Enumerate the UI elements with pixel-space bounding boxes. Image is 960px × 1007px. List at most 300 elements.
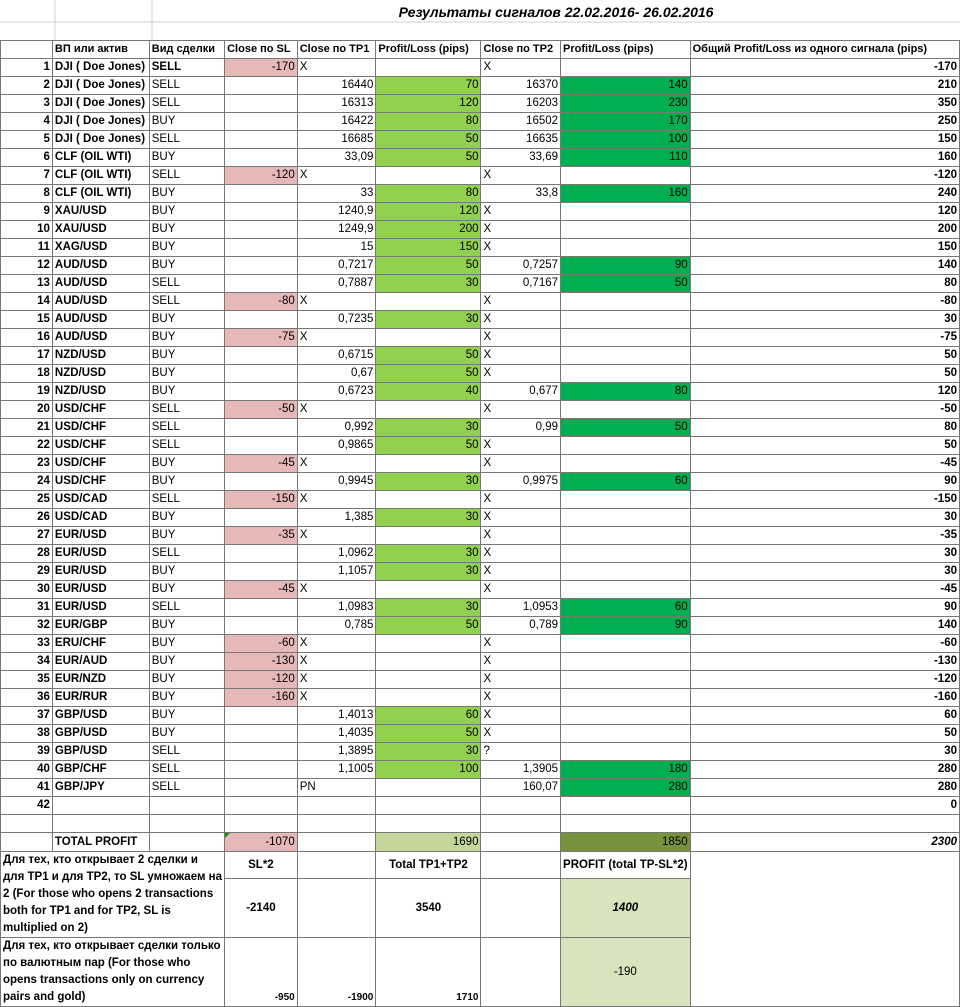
close-tp2-cell: X: [481, 59, 561, 77]
row-number: 31: [1, 599, 53, 617]
pl2-cell: 160: [561, 185, 691, 203]
empty-cell: [481, 938, 561, 1007]
close-tp2-cell: X: [481, 563, 561, 581]
close-tp2-cell: X: [481, 653, 561, 671]
total-cell: -35: [690, 527, 959, 545]
total-cell: -120: [690, 671, 959, 689]
deal-type-cell: BUY: [149, 329, 224, 347]
total-cell: 200: [690, 221, 959, 239]
results-table: [0, 40, 960, 1007]
asset-cell: GBP/JPY: [52, 779, 149, 797]
table-row: [1, 761, 960, 779]
close-tp1-cell: 33,09: [297, 149, 376, 167]
asset-cell: USD/CAD: [52, 509, 149, 527]
pl1-cell: 150: [376, 239, 481, 257]
table-row: [1, 491, 960, 509]
close-tp1-cell: 1,4013: [297, 707, 376, 725]
deal-type-cell: BUY: [149, 311, 224, 329]
close-tp2-cell: 1,3905: [481, 761, 561, 779]
pl1-cell: [376, 527, 481, 545]
pl2-cell: [561, 203, 691, 221]
table-row: [1, 149, 960, 167]
close-tp1-cell: [297, 797, 376, 815]
pl1-cell: [376, 671, 481, 689]
deal-type-cell: BUY: [149, 653, 224, 671]
asset-cell: EUR/USD: [52, 581, 149, 599]
total-cell: 280: [690, 779, 959, 797]
close-tp2-cell: 1,0953: [481, 599, 561, 617]
table-row: [1, 203, 960, 221]
table-row: [1, 671, 960, 689]
pl1-cell: 80: [376, 113, 481, 131]
total-cell: 50: [690, 347, 959, 365]
table-row: [1, 563, 960, 581]
row-number: 34: [1, 653, 53, 671]
pl1-cell: 120: [376, 95, 481, 113]
close-sl-cell: [225, 617, 298, 635]
close-sl-cell: [225, 797, 298, 815]
close-sl-cell: [225, 725, 298, 743]
asset-cell: XAG/USD: [52, 239, 149, 257]
empty-cell: [297, 879, 376, 938]
total-cell: 90: [690, 599, 959, 617]
asset-cell: GBP/CHF: [52, 761, 149, 779]
summary-row-1: [1, 852, 960, 879]
row-number: 37: [1, 707, 53, 725]
deal-type-cell: BUY: [149, 617, 224, 635]
close-tp2-cell: X: [481, 491, 561, 509]
close-tp2-cell: X: [481, 455, 561, 473]
close-tp2-cell: X: [481, 347, 561, 365]
deal-type-cell: BUY: [149, 455, 224, 473]
close-sl-cell: -60: [225, 635, 298, 653]
empty-cell: [561, 815, 691, 833]
close-tp2-cell: X: [481, 671, 561, 689]
pl2-cell: [561, 365, 691, 383]
row-number: 3: [1, 95, 53, 113]
close-sl-cell: [225, 149, 298, 167]
row-number: 1: [1, 59, 53, 77]
deal-type-cell: SELL: [149, 167, 224, 185]
close-tp2-cell: 0,789: [481, 617, 561, 635]
pl2-cell: 230: [561, 95, 691, 113]
close-tp1-cell: X: [297, 59, 376, 77]
close-tp1-cell: X: [297, 329, 376, 347]
table-row: [1, 95, 960, 113]
close-tp2-cell: 16370: [481, 77, 561, 95]
sheet-title: Результаты сигналов 22.02.2016- 26.02.2016: [398, 4, 714, 20]
table-row: [1, 275, 960, 293]
close-tp1-cell: 16313: [297, 95, 376, 113]
deal-type-cell: BUY: [149, 563, 224, 581]
pl1-cell: 200: [376, 221, 481, 239]
total-cell: 150: [690, 239, 959, 257]
total-cell: -80: [690, 293, 959, 311]
table-row: [1, 455, 960, 473]
pl2-cell: 50: [561, 275, 691, 293]
deal-type-cell: SELL: [149, 77, 224, 95]
empty-cell: [481, 833, 561, 852]
deal-type-cell: SELL: [149, 419, 224, 437]
total-cell: -75: [690, 329, 959, 347]
deal-type-cell: BUY: [149, 671, 224, 689]
asset-cell: GBP/USD: [52, 743, 149, 761]
pl2-cell: [561, 167, 691, 185]
close-sl-cell: -50: [225, 401, 298, 419]
total-cell: 0: [690, 797, 959, 815]
close-sl-cell: [225, 437, 298, 455]
deal-type-cell: SELL: [149, 437, 224, 455]
asset-cell: CLF (OIL WTI): [52, 167, 149, 185]
pl2-cell: 50: [561, 419, 691, 437]
deal-type-cell: SELL: [149, 95, 224, 113]
close-tp1-cell: 0,7235: [297, 311, 376, 329]
row-number: 26: [1, 509, 53, 527]
asset-cell: EUR/USD: [52, 545, 149, 563]
row-number: 15: [1, 311, 53, 329]
pl1-cell: 30: [376, 599, 481, 617]
deal-type-cell: SELL: [149, 131, 224, 149]
pl2-cell: [561, 509, 691, 527]
total-cell: -130: [690, 653, 959, 671]
empty-cell: [1, 815, 53, 833]
close-tp1-cell: X: [297, 401, 376, 419]
pl2-cell: [561, 437, 691, 455]
row-number: 27: [1, 527, 53, 545]
pl2-cell: 80: [561, 383, 691, 401]
asset-cell: [52, 797, 149, 815]
close-tp2-cell: X: [481, 167, 561, 185]
deal-type-cell: SELL: [149, 275, 224, 293]
table-row: [1, 581, 960, 599]
row-number: 18: [1, 365, 53, 383]
pl2-cell: [561, 527, 691, 545]
total-cell: 160: [690, 149, 959, 167]
pl1-cell: [376, 797, 481, 815]
deal-type-cell: BUY: [149, 581, 224, 599]
asset-cell: NZD/USD: [52, 383, 149, 401]
summary2-v3: 1710: [376, 938, 481, 1007]
close-sl-cell: [225, 419, 298, 437]
pl2-cell: 170: [561, 113, 691, 131]
row-number: 10: [1, 221, 53, 239]
table-row: [1, 635, 960, 653]
close-tp2-cell: 0,677: [481, 383, 561, 401]
asset-cell: NZD/USD: [52, 347, 149, 365]
table-row: [1, 185, 960, 203]
close-sl-cell: [225, 185, 298, 203]
asset-cell: DJI ( Doe Jones): [52, 131, 149, 149]
pl2-cell: 90: [561, 257, 691, 275]
total-cell: -60: [690, 635, 959, 653]
deal-type-cell: SELL: [149, 545, 224, 563]
pl1-cell: 30: [376, 419, 481, 437]
tp-label: Total TP1+TP2: [376, 852, 481, 879]
asset-cell: DJI ( Doe Jones): [52, 113, 149, 131]
row-number: 21: [1, 419, 53, 437]
total-sl: -1070: [225, 833, 298, 852]
asset-cell: DJI ( Doe Jones): [52, 95, 149, 113]
pl1-cell: [376, 59, 481, 77]
close-tp1-cell: X: [297, 671, 376, 689]
pl2-cell: [561, 743, 691, 761]
profit-label: PROFIT (total TP-SL*2): [561, 852, 691, 879]
pl1-cell: [376, 653, 481, 671]
close-sl-cell: [225, 203, 298, 221]
table-row: [1, 779, 960, 797]
row-number: 4: [1, 113, 53, 131]
table-row: [1, 131, 960, 149]
header-deal-type: Вид сделки: [149, 41, 224, 59]
table-row: [1, 725, 960, 743]
empty-cell: [297, 815, 376, 833]
close-tp2-cell: 0,7257: [481, 257, 561, 275]
row-number: 2: [1, 77, 53, 95]
pl1-cell: 80: [376, 185, 481, 203]
pl2-cell: [561, 581, 691, 599]
close-tp1-cell: PN: [297, 779, 376, 797]
total-cell: 30: [690, 509, 959, 527]
total-pl2: 1850: [561, 833, 691, 852]
pl1-cell: [376, 329, 481, 347]
empty-cell: [690, 815, 959, 833]
total-cell: 280: [690, 761, 959, 779]
deal-type-cell: [149, 797, 224, 815]
deal-type-cell: BUY: [149, 635, 224, 653]
sl2-label: SL*2: [225, 852, 298, 879]
pl2-cell: 280: [561, 779, 691, 797]
asset-cell: GBP/USD: [52, 725, 149, 743]
empty-cell: [1, 833, 53, 852]
pl2-cell: [561, 59, 691, 77]
close-sl-cell: -45: [225, 455, 298, 473]
close-tp1-cell: X: [297, 293, 376, 311]
asset-cell: USD/CAD: [52, 491, 149, 509]
close-sl-cell: [225, 545, 298, 563]
total-pl1: 1690: [376, 833, 481, 852]
row-number: 40: [1, 761, 53, 779]
asset-cell: DJI ( Doe Jones): [52, 59, 149, 77]
row-number: 29: [1, 563, 53, 581]
deal-type-cell: SELL: [149, 59, 224, 77]
pl2-cell: 100: [561, 131, 691, 149]
pl1-cell: 30: [376, 563, 481, 581]
table-row: [1, 329, 960, 347]
deal-type-cell: BUY: [149, 203, 224, 221]
close-tp1-cell: 0,9865: [297, 437, 376, 455]
pl1-cell: 30: [376, 311, 481, 329]
table-row: [1, 77, 960, 95]
table-row: [1, 167, 960, 185]
header-close-tp1: Close по TP1: [297, 41, 376, 59]
pl1-cell: 50: [376, 617, 481, 635]
close-sl-cell: [225, 113, 298, 131]
pl2-cell: [561, 455, 691, 473]
asset-cell: EUR/GBP: [52, 617, 149, 635]
asset-cell: EUR/AUD: [52, 653, 149, 671]
table-row: [1, 689, 960, 707]
asset-cell: CLF (OIL WTI): [52, 149, 149, 167]
close-sl-cell: [225, 743, 298, 761]
pl1-cell: 50: [376, 347, 481, 365]
table-row: [1, 293, 960, 311]
total-cell: -45: [690, 455, 959, 473]
pl2-cell: [561, 401, 691, 419]
pl1-cell: 30: [376, 473, 481, 491]
total-cell: -150: [690, 491, 959, 509]
row-number: 42: [1, 797, 53, 815]
empty-cell: [481, 852, 561, 879]
deal-type-cell: SELL: [149, 599, 224, 617]
row-number: 33: [1, 635, 53, 653]
total-cell: 30: [690, 311, 959, 329]
row-number: 35: [1, 671, 53, 689]
table-row: [1, 59, 960, 77]
asset-cell: XAU/USD: [52, 203, 149, 221]
close-tp2-cell: X: [481, 725, 561, 743]
pl2-cell: 60: [561, 599, 691, 617]
close-sl-cell: [225, 761, 298, 779]
empty-cell: [376, 815, 481, 833]
pl2-cell: [561, 635, 691, 653]
pl2-cell: [561, 347, 691, 365]
empty-cell: [297, 833, 376, 852]
row-number: 13: [1, 275, 53, 293]
asset-cell: EUR/USD: [52, 527, 149, 545]
total-cell: 140: [690, 257, 959, 275]
pl1-cell: [376, 635, 481, 653]
pl2-cell: 140: [561, 77, 691, 95]
header-row: [1, 41, 960, 59]
pl1-cell: 50: [376, 725, 481, 743]
asset-cell: AUD/USD: [52, 257, 149, 275]
empty-cell: [52, 815, 149, 833]
asset-cell: USD/CHF: [52, 455, 149, 473]
total-label: TOTAL PROFIT: [52, 833, 149, 852]
close-sl-cell: [225, 383, 298, 401]
close-tp1-cell: 1249,9: [297, 221, 376, 239]
empty-cell: [690, 852, 959, 1007]
close-tp1-cell: 16422: [297, 113, 376, 131]
empty-cell: [225, 815, 298, 833]
empty-cell: [149, 833, 224, 852]
row-number: 41: [1, 779, 53, 797]
header-close-sl: Close по SL: [225, 41, 298, 59]
pl2-cell: 90: [561, 617, 691, 635]
close-sl-cell: [225, 473, 298, 491]
close-tp2-cell: 33,8: [481, 185, 561, 203]
close-sl-cell: [225, 257, 298, 275]
total-cell: 150: [690, 131, 959, 149]
close-tp1-cell: X: [297, 167, 376, 185]
close-tp2-cell: X: [481, 329, 561, 347]
close-tp2-cell: X: [481, 311, 561, 329]
pl2-cell: 110: [561, 149, 691, 167]
summary1-text: Для тех, кто открывает 2 сделки и для TP1 и для TP2, то SL умножаем на 2 (For those who opens 2 transactions both for TP1 and for TP2, SL is multiplied on 2): [1, 852, 225, 938]
pl2-cell: 180: [561, 761, 691, 779]
pl2-cell: [561, 563, 691, 581]
close-tp1-cell: 1,0962: [297, 545, 376, 563]
asset-cell: USD/CHF: [52, 473, 149, 491]
close-tp1-cell: X: [297, 635, 376, 653]
close-sl-cell: [225, 77, 298, 95]
deal-type-cell: SELL: [149, 401, 224, 419]
pl1-cell: 120: [376, 203, 481, 221]
total-cell: 60: [690, 707, 959, 725]
header-num: [1, 41, 53, 59]
close-tp1-cell: 0,6715: [297, 347, 376, 365]
table-row: [1, 617, 960, 635]
close-tp2-cell: X: [481, 437, 561, 455]
table-row: [1, 383, 960, 401]
summary2-v2: -1900: [297, 938, 376, 1007]
close-tp2-cell: X: [481, 293, 561, 311]
row-number: 23: [1, 455, 53, 473]
row-number: 38: [1, 725, 53, 743]
row-number: 19: [1, 383, 53, 401]
pl2-cell: [561, 329, 691, 347]
close-tp1-cell: X: [297, 581, 376, 599]
pl1-cell: [376, 491, 481, 509]
deal-type-cell: BUY: [149, 149, 224, 167]
close-tp2-cell: [481, 797, 561, 815]
close-sl-cell: [225, 365, 298, 383]
pl2-cell: [561, 311, 691, 329]
deal-type-cell: BUY: [149, 473, 224, 491]
row-number: 14: [1, 293, 53, 311]
row-number: 17: [1, 347, 53, 365]
total-cell: 50: [690, 725, 959, 743]
deal-type-cell: BUY: [149, 185, 224, 203]
pl1-cell: [376, 455, 481, 473]
asset-cell: EUR/NZD: [52, 671, 149, 689]
deal-type-cell: BUY: [149, 383, 224, 401]
close-tp2-cell: 33,69: [481, 149, 561, 167]
total-cell: 140: [690, 617, 959, 635]
total-cell: 30: [690, 743, 959, 761]
row-number: 12: [1, 257, 53, 275]
total-cell: 250: [690, 113, 959, 131]
row-number: 7: [1, 167, 53, 185]
close-tp2-cell: X: [481, 401, 561, 419]
close-sl-cell: -170: [225, 59, 298, 77]
total-cell: 90: [690, 473, 959, 491]
tp-value: 3540: [376, 879, 481, 938]
row-number: 30: [1, 581, 53, 599]
total-cell: -160: [690, 689, 959, 707]
close-tp2-cell: X: [481, 365, 561, 383]
deal-type-cell: SELL: [149, 491, 224, 509]
deal-type-cell: BUY: [149, 365, 224, 383]
pl2-cell: [561, 725, 691, 743]
close-sl-cell: [225, 95, 298, 113]
total-cell: -170: [690, 59, 959, 77]
deal-type-cell: BUY: [149, 221, 224, 239]
close-sl-cell: [225, 347, 298, 365]
table-row: [1, 419, 960, 437]
header-instrument: ВП или актив: [52, 41, 149, 59]
close-tp2-cell: X: [481, 203, 561, 221]
pl1-cell: 100: [376, 761, 481, 779]
pl1-cell: 70: [376, 77, 481, 95]
asset-cell: EUR/USD: [52, 563, 149, 581]
close-sl-cell: [225, 221, 298, 239]
pl1-cell: [376, 293, 481, 311]
deal-type-cell: BUY: [149, 509, 224, 527]
close-sl-cell: -120: [225, 671, 298, 689]
close-tp2-cell: ?: [481, 743, 561, 761]
table-row: [1, 347, 960, 365]
